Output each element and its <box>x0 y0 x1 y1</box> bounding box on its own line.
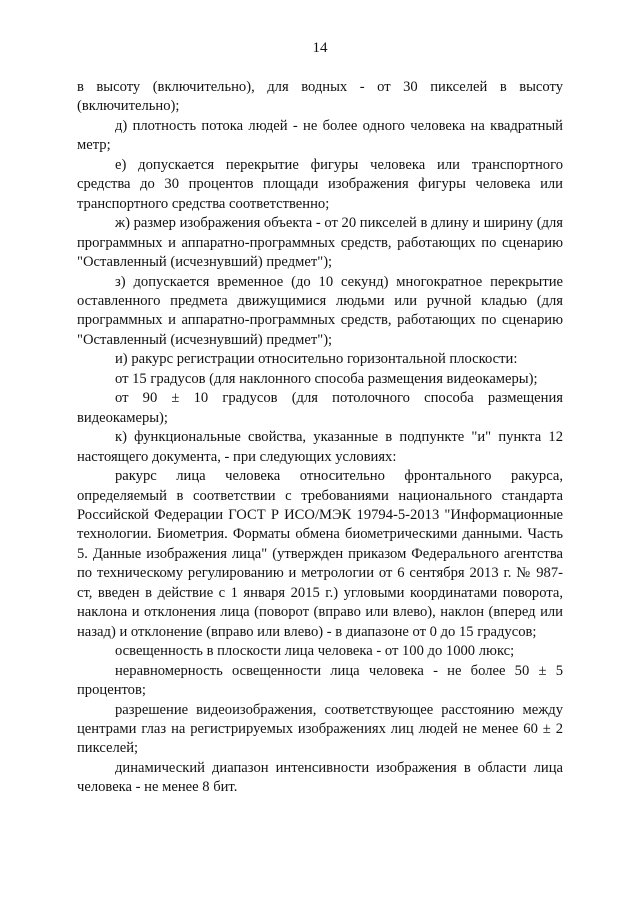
paragraph-temporary-overlap: з) допускается временное (до 10 секунд) многократное перекрытие оставленного предмета движущимися людьми или ручной кладью (для программных и аппаратно-программных средств, работающих по сценарию "Оставленный (исчезнувший) предмет"); <box>77 273 563 348</box>
paragraph-registration-angle: и) ракурс регистрации относительно горизонтальной плоскости: <box>115 351 518 368</box>
paragraph-angle-inclined: от 15 градусов (для наклонного способа размещения видеокамеры); <box>115 370 538 387</box>
paragraph-object-size: ж) размер изображения объекта - от 20 пикселей в длину и ширину (для программных и аппаратно-программных средств, работающих по сценарию "Оставленный (исчезнувший) предмет"); <box>77 215 563 271</box>
paragraph-dynamic-range: динамический диапазон интенсивности изображения в области лица человека - не менее 8 бит. <box>77 759 563 796</box>
document-body <box>77 78 563 798</box>
paragraph-face-angle: ракурс лица человека относительно фронтального ракурса, определяемый в соответствии с требованиями национального стандарта Российской Федерации ГОСТ Р ИСО/МЭК 19794-5-2013 "Информационные технологии. Биометрия. Форматы обмена биометрическими данными. Часть 5. Данные изображения лица" (утвержден приказом Федерального агентства по техническому регулированию и метрологии от 6 сентября 2013 г. № 987-ст, введен в действие с 1 января 2015 г.) угловыми координатами поворота, наклона и отклонения лица (поворот (вправо или влево), наклон (вперед или назад) и отклонение (вправо или влево) - в диапазоне от 0 до 15 градусов; <box>77 468 563 640</box>
page-number: 14 <box>312 40 328 56</box>
paragraph-angle-ceiling: от 90 ± 10 градусов (для потолочного способа размещения видеокамеры); <box>77 390 563 426</box>
paragraph-illumination-unevenness: неравномерность освещенности лица человека - не более 50 ± 5 процентов; <box>77 662 563 699</box>
paragraph-crowd-density: д) плотность потока людей - не более одного человека на квадратный метр; <box>77 117 563 154</box>
paragraph-functional-properties: к) функциональные свойства, указанные в подпункте "и" пункта 12 настоящего документа, - при следующих условиях: <box>77 429 563 465</box>
paragraph-overlap-allowed: е) допускается перекрытие фигуры человека или транспортного средства до 30 процентов площади изображения фигуры человека или транспортного средства соответственно; <box>77 156 563 212</box>
paragraph-illumination: освещенность в плоскости лица человека - от 100 до 1000 люкс; <box>115 643 515 660</box>
paragraph-continued-height: в высоту (включительно), для водных - от 30 пикселей в высоту (включительно); <box>77 79 563 115</box>
paragraph-resolution: разрешение видеоизображения, соответствующее расстоянию между центрами глаз на регистрируемых изображениях лиц людей не менее 60 ± 2 пикселей; <box>77 701 563 757</box>
